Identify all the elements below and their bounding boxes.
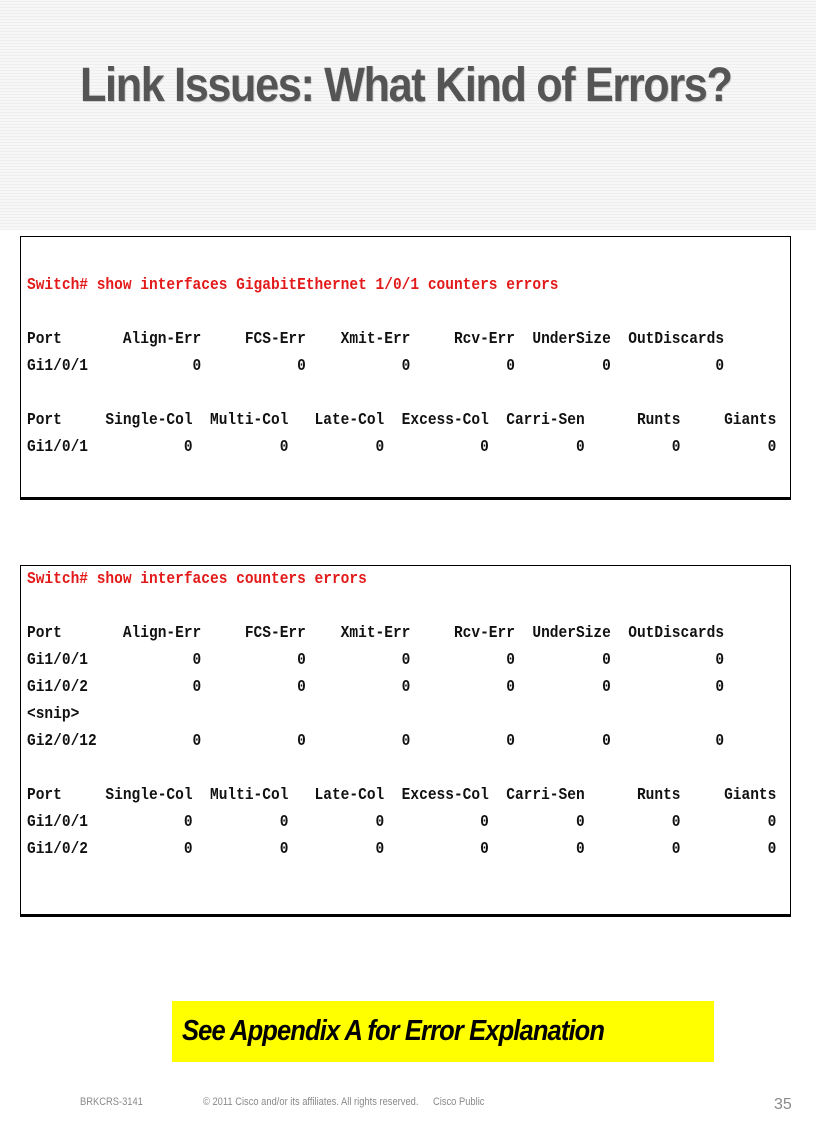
footer-page-number: 35 <box>774 1096 792 1113</box>
cli-snip-marker: <snip> <box>27 704 80 723</box>
cli-table-row: Gi1/0/1 0 0 0 0 0 0 <box>27 650 725 669</box>
footer-classification: Cisco Public <box>433 1096 485 1108</box>
cli-output-text <box>27 271 776 460</box>
cli-table-header: Port Align-Err FCS-Err Xmit-Err Rcv-Err UnderSize OutDiscards <box>27 623 725 642</box>
cli-table-row: Gi1/0/1 0 0 0 0 0 0 0 <box>27 812 777 831</box>
cli-table-row: Gi1/0/1 0 0 0 0 0 0 <box>27 356 725 375</box>
slide-title: Link Issues: What Kind of Errors? <box>80 59 732 112</box>
appendix-callout <box>172 1001 714 1062</box>
cli-table-row: Gi1/0/2 0 0 0 0 0 0 0 <box>27 839 777 858</box>
cli-table-header: Port Single-Col Multi-Col Late-Col Excess-Col Carri-Sen Runts Giants <box>27 785 777 804</box>
cli-output-panel-single-interface <box>20 236 791 500</box>
footer-copyright: © 2011 Cisco and/or its affiliates. All rights reserved. <box>203 1096 419 1108</box>
cli-table-header: Port Align-Err FCS-Err Xmit-Err Rcv-Err UnderSize OutDiscards <box>27 329 725 348</box>
cli-table-row: Gi1/0/1 0 0 0 0 0 0 0 <box>27 437 777 456</box>
cli-table-header: Port Single-Col Multi-Col Late-Col Excess-Col Carri-Sen Runts Giants <box>27 410 777 429</box>
cli-output-panel-all-interfaces <box>20 565 791 917</box>
cli-command: Switch# show interfaces GigabitEthernet 1/0/1 counters errors <box>27 275 559 294</box>
cli-table-row: Gi2/0/12 0 0 0 0 0 0 <box>27 731 725 750</box>
footer-session-code: BRKCRS-3141 <box>80 1096 143 1108</box>
cli-output-text <box>27 565 776 862</box>
callout-text: See Appendix A for Error Explanation <box>182 1015 605 1047</box>
cli-command: Switch# show interfaces counters errors <box>27 569 367 588</box>
cli-table-row: Gi1/0/2 0 0 0 0 0 0 <box>27 677 725 696</box>
header-band <box>0 0 816 230</box>
